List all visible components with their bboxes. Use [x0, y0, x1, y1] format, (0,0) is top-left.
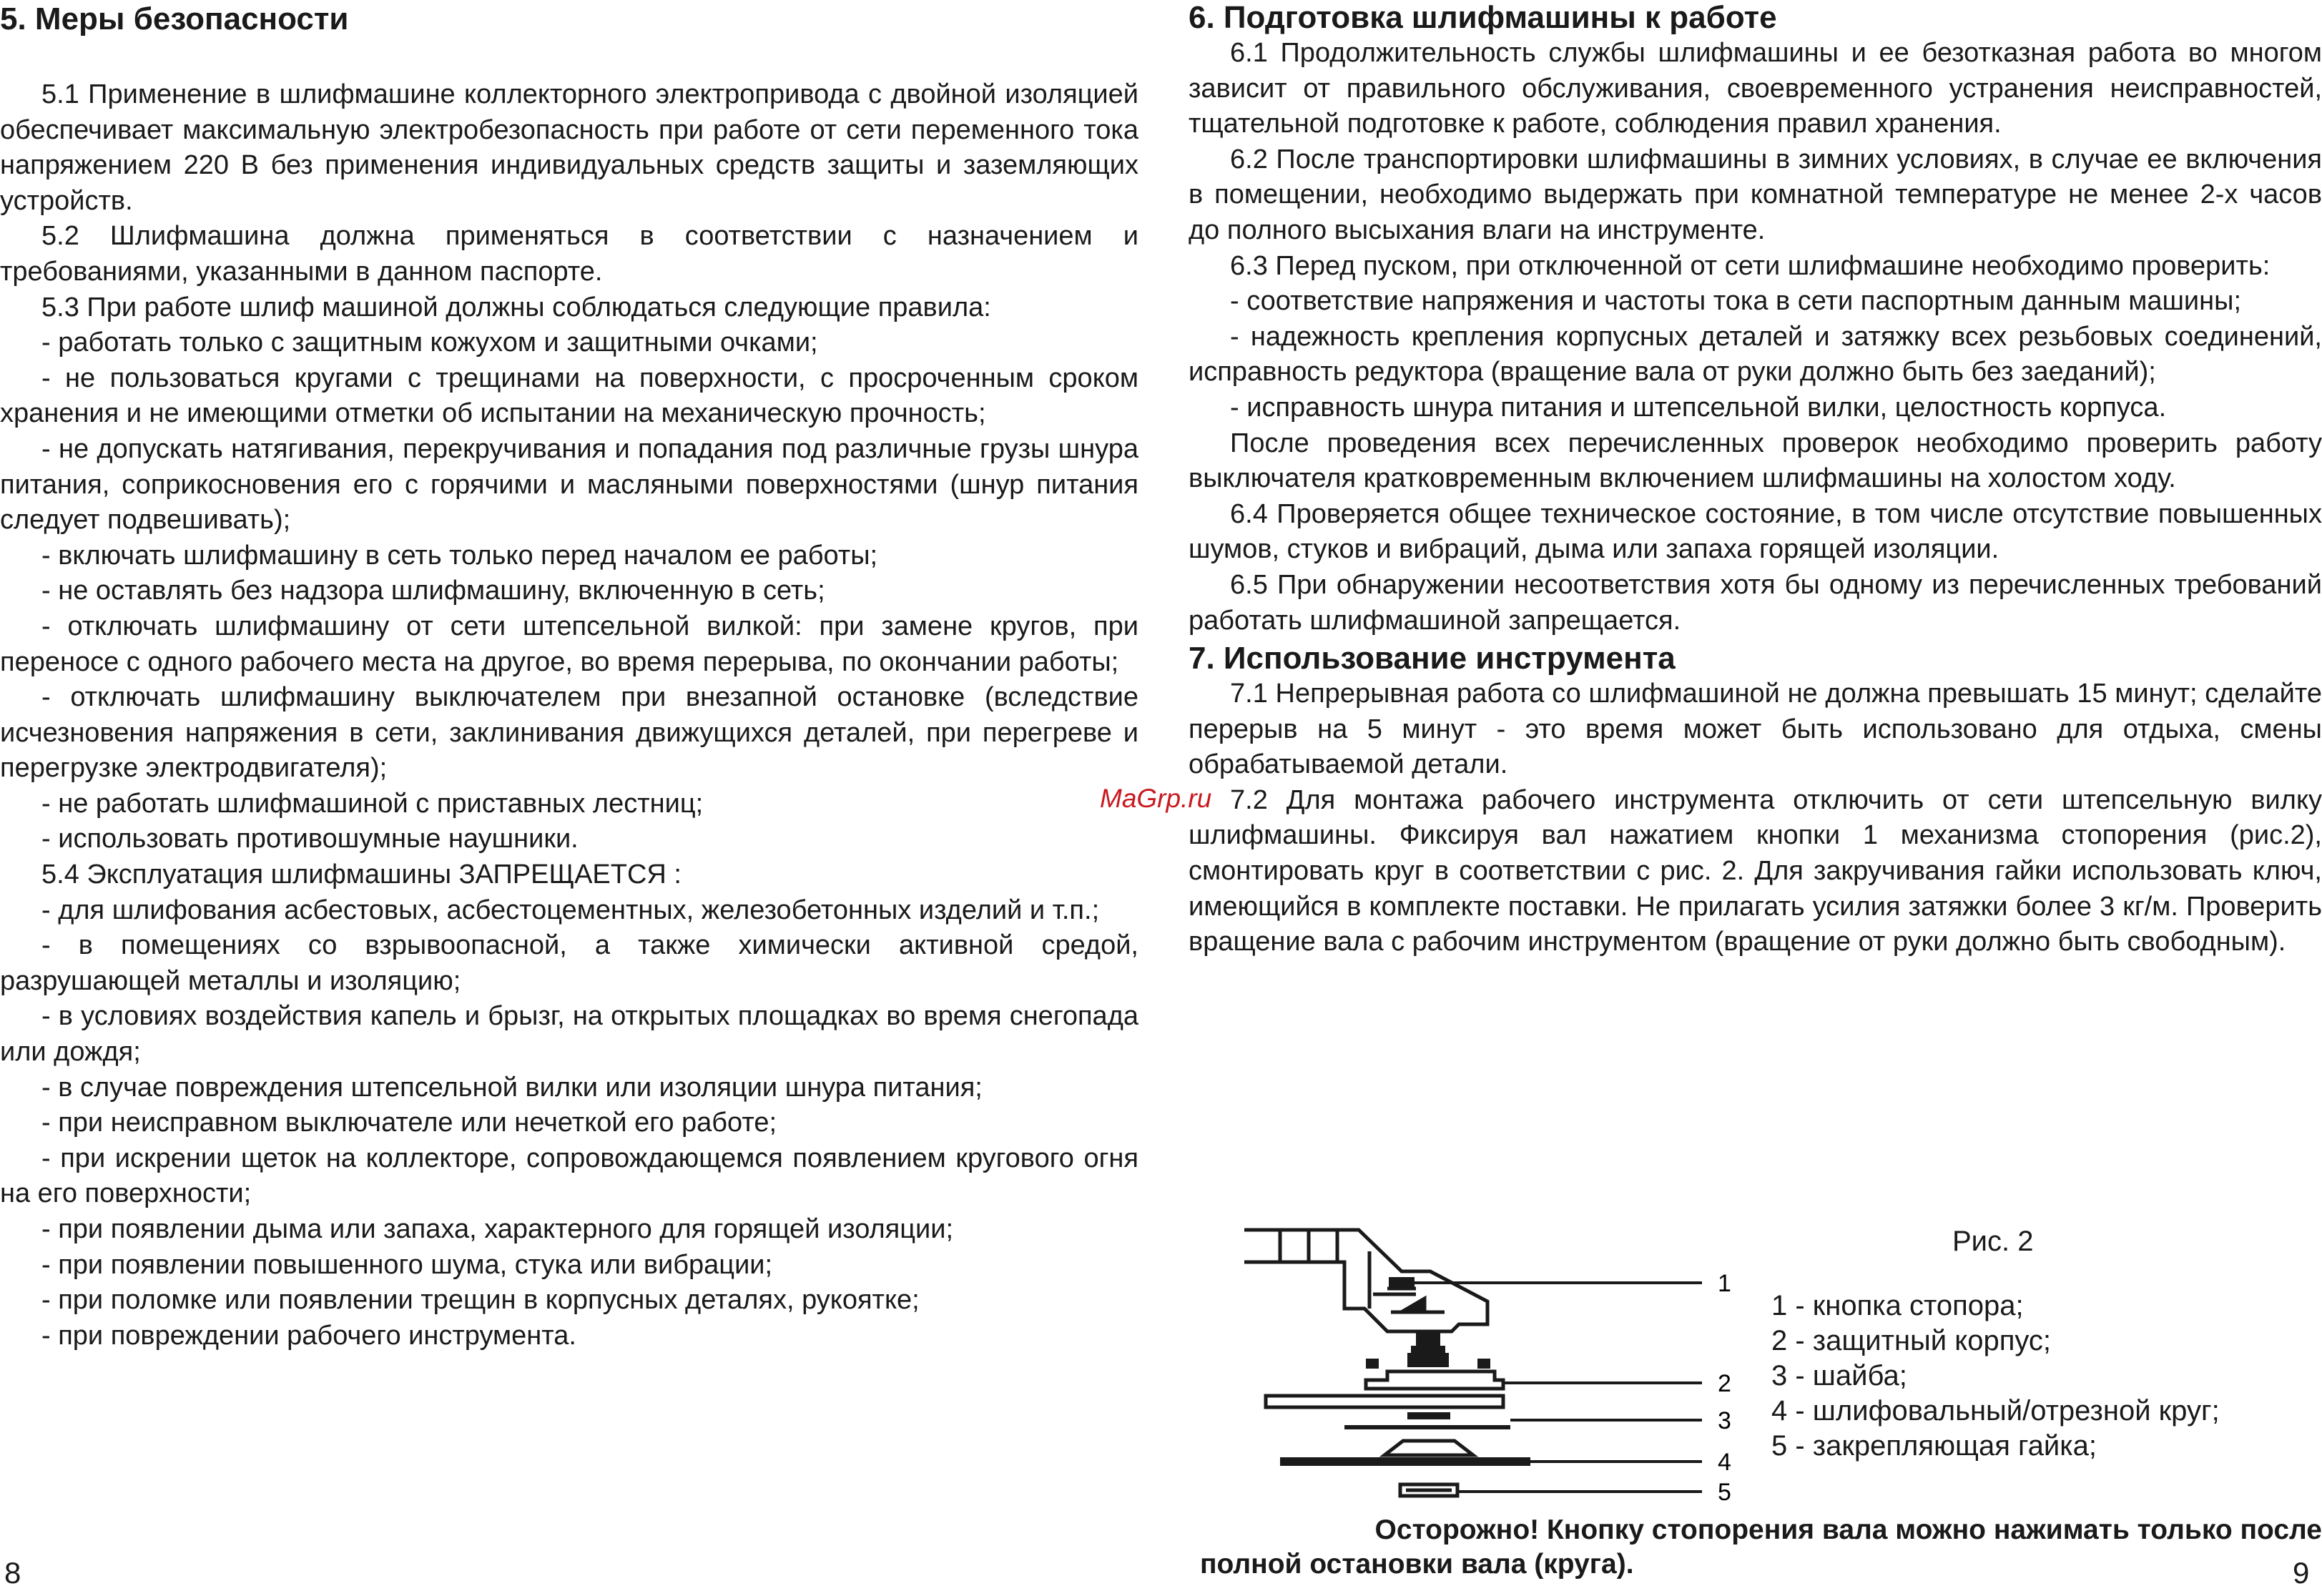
- list-item: - отключать шлифмашину выключателем при внезапной остановке (вследствие исчезновения напряжения в сети, заклинивания движущихся деталей, при перегреве и перегрузке электродвигателя);: [0, 682, 1138, 784]
- list-item: - работать только с защитным кожухом и защитными очками;: [41, 327, 818, 358]
- figure-caption: Рис. 2: [1952, 1226, 2034, 1257]
- list-item: - не допускать натягивания, перекручивания и попадания под различные грузы шнура питания, соприкосновения его с горячими и масляными поверхностями (шнур питания следует подвешивать);: [0, 433, 1138, 536]
- paragraph: 6.3 Перед пуском, при отключенной от сети шлифмашине необходимо проверить:: [1230, 250, 2271, 281]
- callout-1: 1: [1718, 1270, 1731, 1297]
- list-item: - соответствие напряжения и частоты тока в сети паспортным данным машины;: [1230, 286, 2242, 317]
- callout-2: 2: [1718, 1370, 1731, 1397]
- warning-line-1: Осторожно! Кнопку стопорения вала можно нажимать только после: [1374, 1514, 2322, 1545]
- paragraph: 5.2 Шлифмашина должна применяться в соответствии с назначением и требованиями, указанными в данном паспорте.: [0, 221, 1138, 287]
- wheel-part: [1280, 1441, 1530, 1466]
- paragraph: 6.4 Проверяется общее техническое состояние, в том числе отсутствие повышенных шумов, стуков и вибраций, дыма или запаха горящей изоляции.: [1189, 498, 2322, 565]
- callout-3: 3: [1718, 1407, 1731, 1434]
- section-6-title: 6. Подготовка шлифмашины к работе: [1189, 0, 1777, 35]
- paragraph: 6.2 После транспортировки шлифмашины в зимних условиях, в случае ее включения в помещении, необходимо выдержать при комнатной температуре не менее 2-х часов до полного высыхания влаги на инструменте.: [1189, 144, 2322, 245]
- list-item: - для шлифования асбестовых, асбестоцементных, железобетонных изделий и т.п.;: [41, 895, 1100, 925]
- list-item: - в помещениях со взрывоопасной, а также химически активной средой, разрушающей металлы и изоляцию;: [0, 930, 1138, 996]
- spindle: [1366, 1331, 1490, 1369]
- left-column: [0, 0, 1138, 1354]
- page-number-left: 8: [4, 1556, 21, 1590]
- right-column: [1189, 0, 2322, 960]
- callout-4: 4: [1718, 1449, 1731, 1476]
- list-item: - использовать противошумные наушники.: [41, 824, 579, 854]
- paragraph: 5.1 Применение в шлифмашине коллекторного электропривода с двойной изоляцией обеспечивает максимальную электробезопасность при работе от сети переменного тока напряжением 220 В без применения индивидуальных средств защиты и заземляющих устройств.: [0, 79, 1138, 216]
- legend-item: 4 - шлифовальный/отрезной круг;: [1771, 1395, 2220, 1427]
- list-item: - в условиях воздействия капель и брызг, на открытых площадках во время снегопада или дождя;: [0, 1001, 1138, 1068]
- list-item: - при появлении повышенного шума, стука или вибрации;: [41, 1249, 773, 1280]
- paragraph: 6.5 При обнаружении несоответствия хотя бы одному из перечисленных требований работать шлифмашиной запрещается.: [1189, 569, 2322, 636]
- list-item: - в случае повреждения штепсельной вилки или изоляции шнура питания;: [41, 1072, 983, 1103]
- list-item: - при повреждении рабочего инструмента.: [41, 1320, 576, 1351]
- paragraph: 5.4 Эксплуатация шлифмашины ЗАПРЕЩАЕТСЯ :: [41, 859, 682, 890]
- list-item: - при появлении дыма или запаха, характерного для горящей изоляции;: [41, 1214, 954, 1244]
- list-item: - не работать шлифмашиной с приставных лестниц;: [41, 788, 704, 819]
- warning-note: [1194, 1513, 2322, 1582]
- section-7-title: 7. Использование инструмента: [1189, 641, 1676, 676]
- figure-legend: [1771, 1289, 2220, 1464]
- paragraph: 6.1 Продолжительность службы шлифмашины и ее безотказная работа во многом зависит от правильного обслуживания, своевременного устранения неисправностей, тщательной подготовке к работе, соблюдения правил хранения.: [1189, 38, 2322, 139]
- list-item: - надежность крепления корпусных деталей и затяжку всех резьбовых соединений, исправность редуктора (вращение вала от руки должно быть без заеданий);: [1189, 321, 2322, 388]
- paragraph: 5.3 При работе шлиф машиной должны соблюдаться следующие правила:: [41, 292, 991, 322]
- page-number-right: 9: [2293, 1556, 2310, 1590]
- figure-2: [1237, 1208, 2322, 1509]
- list-item: - при поломке или появлении трещин в корпусных деталях, рукоятке;: [41, 1285, 920, 1316]
- legend-item: 3 - шайба;: [1771, 1360, 1907, 1391]
- callout-5: 5: [1718, 1479, 1731, 1506]
- legend-item: 2 - защитный корпус;: [1771, 1325, 2052, 1356]
- list-item: - не пользоваться кругами с трещинами на поверхности, с просроченным сроком хранения и не имеющими отметки об испытании на механическую прочность;: [0, 363, 1138, 429]
- list-item: - включать шлифмашину в сеть только перед началом ее работы;: [41, 540, 878, 571]
- warning-line-2: полной остановки вала (круга).: [1200, 1549, 1634, 1580]
- list-item: - исправность шнура питания и штепсельной вилки, целостность корпуса.: [1230, 392, 2167, 423]
- list-item: - при искрении щеток на коллекторе, сопровождающемся появлением кругового огня на его поверхности;: [0, 1143, 1138, 1209]
- grinder-body: [1244, 1230, 1487, 1331]
- legend-item: 1 - кнопка стопора;: [1771, 1290, 2024, 1321]
- washer-part: [1344, 1412, 1510, 1429]
- list-item: - не оставлять без надзора шлифмашину, включенную в сеть;: [41, 576, 825, 606]
- grinder-assembly-diagram: [1237, 1208, 1752, 1509]
- stop-button-part: [1389, 1277, 1415, 1289]
- watermark: MaGrp.ru: [1100, 784, 1212, 813]
- paragraph: После проведения всех перечисленных проверок необходимо проверить работу выключателя кратковременным включением шлифмашины на холостом ходу.: [1189, 428, 2322, 494]
- nut-part: [1400, 1484, 1457, 1496]
- list-item: - при неисправном выключателе или нечеткой его работе;: [41, 1108, 777, 1138]
- legend-item: 5 - закрепляющая гайка;: [1771, 1430, 2097, 1462]
- paragraph: 7.1 Непрерывная работа со шлифмашиной не должна превышать 15 минут; сделайте перерыв на 5 минут - это время может быть использовано для отдыха, смены обрабатываемой детали.: [1189, 679, 2322, 780]
- paragraph: 7.2 Для монтажа рабочего инструмента отключить от сети штепсельную вилку шлифмашины. Фиксируя вал нажатием кнопки 1 механизма стопорения (рис.2), смонтировать круг в соответствии с рис. 2. Для закручивания гайки использовать ключ, имеющийся в комплекте поставки. Не прилагать усилия затяжки более 3 кг/м. Проверить вращение вала с рабочим инструментом (вращение от руки должно быть свободным).: [1189, 784, 2322, 957]
- guard-part: [1266, 1371, 1503, 1407]
- list-item: - отключать шлифмашину от сети штепсельной вилкой: при замене кругов, при переносе с одного рабочего места на другое, во время перерыва, по окончании работы;: [0, 611, 1138, 677]
- section-5-title: 5. Меры безопасности: [0, 1, 349, 36]
